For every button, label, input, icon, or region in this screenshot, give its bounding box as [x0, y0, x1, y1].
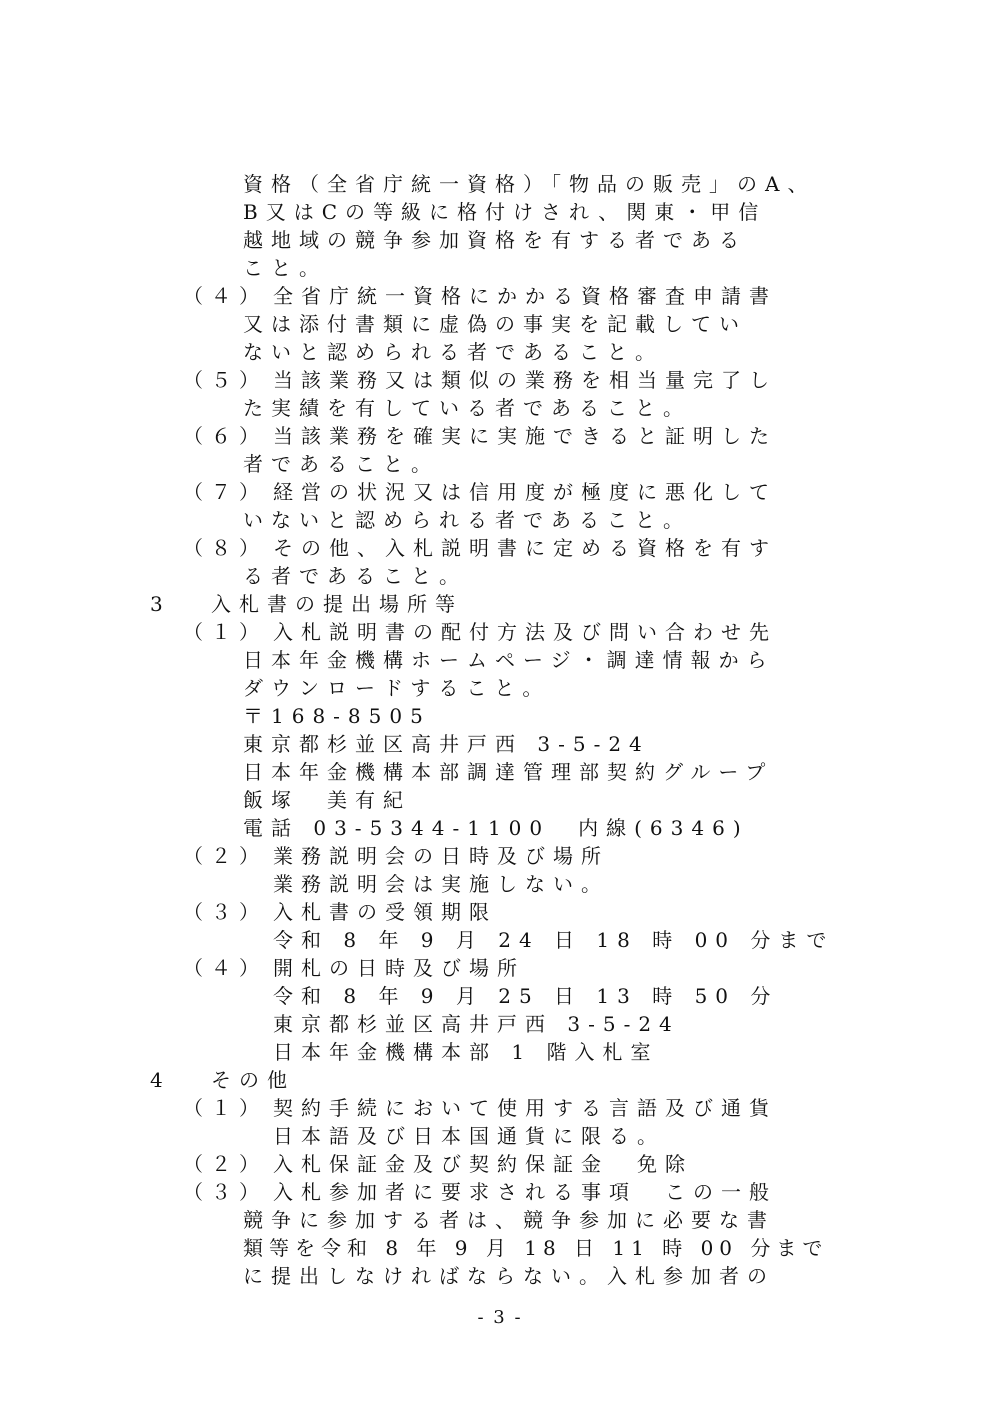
text-line: 当該業務を確実に実施できると証明した — [273, 424, 777, 448]
text-line: 資格（全省庁統一資格）「物品の販売」のA、 — [243, 172, 816, 196]
text-line: 日本語及び日本国通貨に限る。 — [273, 1124, 665, 1148]
text-line: 入札参加者に要求される事項 この一般 — [273, 1180, 777, 1204]
section-heading: 入札書の提出場所等 — [211, 592, 463, 616]
text-line: 当該業務又は類似の業務を相当量完了し — [273, 368, 777, 392]
text-line: 業務説明会の日時及び場所 — [273, 844, 609, 868]
opening-datetime-line: 令和 8 年 9 月 25 日 13 時 50 分 — [273, 984, 779, 1008]
text-line: 入札書の受領期限 — [273, 900, 497, 924]
item-marker: （１） — [183, 620, 267, 644]
text-line: 全省庁統一資格にかかる資格審査申請書 — [273, 284, 777, 308]
address-line: 東京都杉並区高井戸西 3-5-24 — [243, 732, 650, 756]
section-number: 3 — [150, 592, 171, 616]
text-line: に提出しなければならない。入札参加者の — [243, 1264, 775, 1288]
section-heading: その他 — [211, 1068, 295, 1092]
item-marker: （５） — [183, 368, 267, 392]
text-line: こと。 — [243, 256, 327, 280]
phone-line: 電話 03-5344-1100 内線(6346) — [243, 816, 749, 840]
text-line: B又はCの等級に格付けされ、関東・甲信 — [243, 200, 767, 224]
page-number: - 3 - — [477, 1307, 523, 1328]
text-line: 契約手続において使用する言語及び通貨 — [273, 1096, 777, 1120]
text-line: 日本年金機構ホームページ・調達情報から — [243, 648, 775, 672]
text-line: る者であること。 — [243, 564, 467, 588]
text-line: 又は添付書類に虚偽の事実を記載してい — [243, 312, 747, 336]
text-line: 者であること。 — [243, 452, 439, 476]
postal-code: 〒168-8505 — [243, 704, 431, 728]
item-marker: （４） — [183, 284, 267, 308]
item-marker: （８） — [183, 536, 267, 560]
text-line: 競争に参加する者は、競争参加に必要な書 — [243, 1208, 775, 1232]
text-line: 入札説明書の配付方法及び問い合わせ先 — [273, 620, 777, 644]
item-marker: （２） — [183, 844, 267, 868]
department-line: 日本年金機構本部調達管理部契約グループ — [243, 760, 774, 784]
text-line: 業務説明会は実施しない。 — [273, 872, 609, 896]
text-line: 類等を令和 8 年 9 月 18 日 11 時 00 分まで — [243, 1236, 829, 1260]
address-line: 東京都杉並区高井戸西 3-5-24 — [273, 1012, 680, 1036]
text-line: ダウンロードすること。 — [243, 676, 551, 700]
section-number: 4 — [150, 1068, 171, 1092]
item-marker: （４） — [183, 956, 267, 980]
text-line: た実績を有している者であること。 — [243, 396, 691, 420]
item-marker: （１） — [183, 1096, 267, 1120]
text-line: 経営の状況又は信用度が極度に悪化して — [273, 480, 777, 504]
text-line: その他、入札説明書に定める資格を有す — [273, 536, 777, 560]
text-line: ないと認められる者であること。 — [243, 340, 663, 364]
item-marker: （３） — [183, 1180, 267, 1204]
item-marker: （７） — [183, 480, 267, 504]
text-line: 入札保証金及び契約保証金 免除 — [273, 1152, 693, 1176]
item-marker: （２） — [183, 1152, 267, 1176]
item-marker: （６） — [183, 424, 267, 448]
text-line: 越地域の競争参加資格を有する者である — [243, 228, 747, 252]
contact-name: 飯塚 美有紀 — [243, 788, 411, 812]
deadline-line: 令和 8 年 9 月 24 日 18 時 00 分まで — [273, 928, 835, 952]
text-line: 開札の日時及び場所 — [273, 956, 525, 980]
item-marker: （３） — [183, 900, 267, 924]
venue-line: 日本年金機構本部 1 階入札室 — [273, 1040, 659, 1064]
text-line: いないと認められる者であること。 — [243, 508, 691, 532]
